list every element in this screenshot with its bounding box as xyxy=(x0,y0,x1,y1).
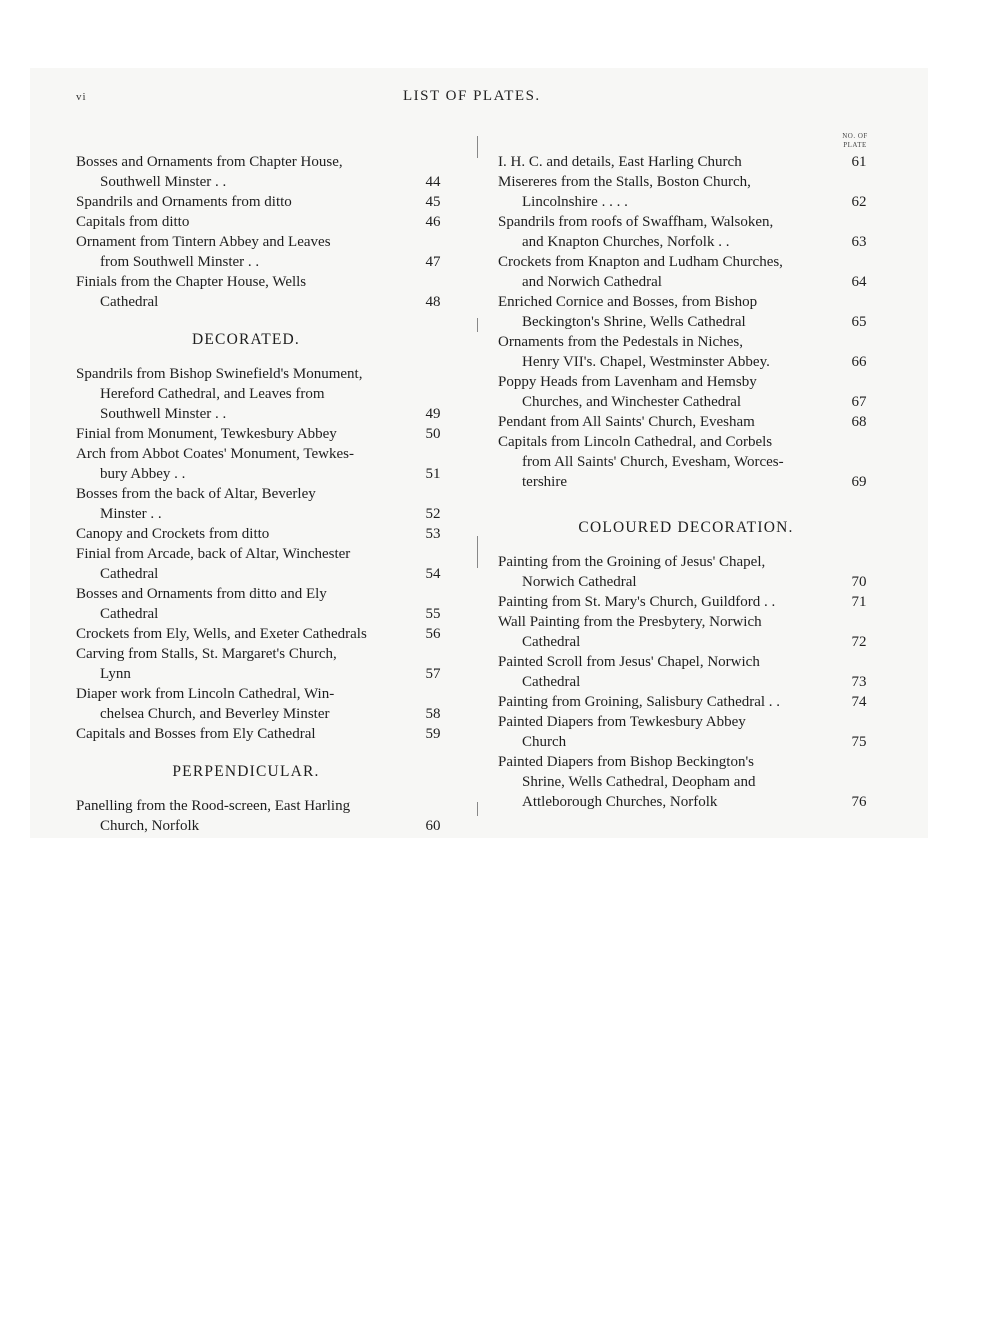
plate-entry-text: Finial from Monument, Tewkesbury Abbey xyxy=(76,426,337,442)
plate-entry-text: Southwell Minster . . xyxy=(100,174,227,190)
plate-entry-text: Bosses and Ornaments from Chapter House, xyxy=(76,154,343,170)
plate-entry xyxy=(76,684,448,724)
plate-number: 69 xyxy=(851,474,867,490)
plate-number: 56 xyxy=(425,626,441,642)
plate-entry xyxy=(76,644,448,684)
plate-entry xyxy=(498,372,874,412)
plate-entry-text: Wall Painting from the Presbytery, Norwich xyxy=(498,614,762,630)
plate-number: 72 xyxy=(851,634,867,650)
plate-entry xyxy=(498,592,874,612)
plate-entry-text: Painting from Groining, Salisbury Cathedral . . xyxy=(498,694,781,710)
plate-entry-text: Cathedral xyxy=(100,606,159,622)
plate-entry xyxy=(76,424,448,444)
plate-number: 67 xyxy=(851,394,867,410)
plate-entry-text: Painting from the Groining of Jesus' Chapel, xyxy=(498,554,766,570)
plate-entry-text: Minster . . xyxy=(100,506,162,522)
plate-entry-text: Spandrils from Bishop Swinefield's Monument, xyxy=(76,366,363,382)
plate-number: 51 xyxy=(425,466,441,482)
column-divider xyxy=(477,802,478,816)
plate-entry xyxy=(498,432,874,492)
plate-entry-text: and Norwich Cathedral xyxy=(522,274,662,290)
plate-number: 50 xyxy=(425,426,441,442)
plate-number: 65 xyxy=(851,314,867,330)
plate-entry xyxy=(498,252,874,292)
plate-number: 60 xyxy=(425,818,441,834)
plate-entry-text: Cathedral xyxy=(100,566,159,582)
plate-entry xyxy=(498,172,874,212)
plate-entry-text: tershire xyxy=(522,474,567,490)
plate-entry-text: from All Saints' Church, Evesham, Worces- xyxy=(522,454,784,470)
plate-entry xyxy=(76,796,448,836)
plate-entry xyxy=(498,152,874,172)
plate-entry-text: Painted Diapers from Tewkesbury Abbey xyxy=(498,714,746,730)
plate-entry-text: Poppy Heads from Lavenham and Hemsby xyxy=(498,374,757,390)
plate-entry-text: Attleborough Churches, Norfolk xyxy=(522,794,718,810)
plate-entry-text: Norwich Cathedral xyxy=(522,574,637,590)
plate-number: 61 xyxy=(851,154,867,170)
section-heading: COLOURED DECORATION. xyxy=(578,519,794,536)
plate-entry xyxy=(76,232,448,272)
plate-entry-text: Henry VII's. Chapel, Westminster Abbey. xyxy=(522,354,770,370)
plate-entry-text: Spandrils and Ornaments from ditto xyxy=(76,194,292,210)
plate-entry xyxy=(498,612,874,652)
plate-number: 66 xyxy=(851,354,867,370)
plate-entry-text: chelsea Church, and Beverley Minster xyxy=(100,706,330,722)
plate-entry xyxy=(76,152,448,192)
plate-entry xyxy=(498,552,874,592)
plate-entry xyxy=(498,652,874,692)
plate-number: 63 xyxy=(851,234,867,250)
plate-number: 55 xyxy=(425,606,441,622)
page-title: LIST OF PLATES. xyxy=(403,88,541,104)
plate-entry xyxy=(76,212,448,232)
plate-number: 75 xyxy=(851,734,867,750)
section-heading: DECORATED. xyxy=(191,331,300,348)
plate-number: 46 xyxy=(425,214,441,230)
right-column xyxy=(498,152,874,812)
plate-entry xyxy=(76,624,448,644)
plate-entry-text: and Knapton Churches, Norfolk . . xyxy=(522,234,730,250)
plate-entry-text: Beckington's Shrine, Wells Cathedral xyxy=(522,314,746,330)
plate-entry-text: Lincolnshire . . . . xyxy=(522,194,628,210)
plate-entry-text: Bosses from the back of Altar, Beverley xyxy=(76,486,316,502)
plate-entry-text: Crockets from Ely, Wells, and Exeter Cathedrals xyxy=(76,626,367,642)
plate-column-heading xyxy=(840,132,870,150)
plate-entry-text: Ornament from Tintern Abbey and Leaves xyxy=(76,234,331,250)
plate-entry-text: Carving from Stalls, St. Margaret's Church, xyxy=(76,646,337,662)
plate-entry-text: Churches, and Winchester Cathedral xyxy=(522,394,742,410)
plate-entry-text: from Southwell Minster . . xyxy=(100,254,260,270)
plate-entry-text: Crockets from Knapton and Ludham Churches, xyxy=(498,254,783,270)
plate-entry-text: Panelling from the Rood-screen, East Harling xyxy=(76,798,351,814)
plate-entry xyxy=(498,692,874,712)
plate-entry-text: Lynn xyxy=(100,666,131,682)
section-heading: PERPENDICULAR. xyxy=(172,763,320,780)
plate-number: 58 xyxy=(425,706,441,722)
plate-entry-text: Capitals from ditto xyxy=(76,214,190,230)
plate-entry xyxy=(76,544,448,584)
plate-entry-text: Misereres from the Stalls, Boston Church, xyxy=(498,174,751,190)
plate-number: 73 xyxy=(851,674,867,690)
plate-number: 57 xyxy=(425,666,441,682)
plate-entry xyxy=(76,444,448,484)
plate-entry-text: Finial from Arcade, back of Altar, Winchester xyxy=(76,546,351,562)
plate-entry xyxy=(76,192,448,212)
plate-entry-text: Painting from St. Mary's Church, Guildford . . xyxy=(498,594,776,610)
plate-entry-text: Finials from the Chapter House, Wells xyxy=(76,274,307,290)
plate-entry xyxy=(498,292,874,332)
plate-entry xyxy=(76,524,448,544)
plate-entry xyxy=(498,332,874,372)
plate-number: 76 xyxy=(851,794,867,810)
plate-entry xyxy=(76,484,448,524)
plate-entry-text: Pendant from All Saints' Church, Evesham xyxy=(498,414,755,430)
plate-entry xyxy=(76,364,448,424)
plate-entry-text: Church, Norfolk xyxy=(100,818,200,834)
plate-number: 71 xyxy=(851,594,867,610)
plate-entry-text: Canopy and Crockets from ditto xyxy=(76,526,270,542)
plate-entry-text: Diaper work from Lincoln Cathedral, Win- xyxy=(76,686,335,702)
plate-entry xyxy=(76,272,448,312)
plate-entry-text: Arch from Abbot Coates' Monument, Tewkes- xyxy=(76,446,354,462)
plate-entry-text: Painted Scroll from Jesus' Chapel, Norwich xyxy=(498,654,760,670)
plate-entry-text: Enriched Cornice and Bosses, from Bishop xyxy=(498,294,758,310)
plate-entry-text: bury Abbey . . xyxy=(100,466,186,482)
left-column xyxy=(76,152,448,836)
plate-entry-text: Bosses and Ornaments from ditto and Ely xyxy=(76,586,327,602)
plate-number: 45 xyxy=(425,194,441,210)
plate-entry-text: I. H. C. and details, East Harling Church xyxy=(498,154,742,170)
plate-number: 64 xyxy=(851,274,867,290)
plate-entry-text: Shrine, Wells Cathedral, Deopham and xyxy=(522,774,756,790)
plate-entry-text: Capitals and Bosses from Ely Cathedral xyxy=(76,726,316,742)
plate-entry-text: Cathedral xyxy=(522,634,581,650)
plate-entry xyxy=(76,724,448,744)
plate-number: 68 xyxy=(851,414,867,430)
plate-number: 53 xyxy=(425,526,441,542)
column-divider xyxy=(477,536,478,568)
plate-number: 52 xyxy=(425,506,441,522)
plate-entry-text: Painted Diapers from Bishop Beckington's xyxy=(498,754,755,770)
plate-number: 59 xyxy=(425,726,441,742)
page-number: vi xyxy=(76,91,87,103)
plate-entry xyxy=(498,212,874,252)
plate-entry-text: Church xyxy=(522,734,567,750)
plate-number: 49 xyxy=(425,406,441,422)
plate-entry-text: Hereford Cathedral, and Leaves from xyxy=(100,386,325,402)
plate-number: 44 xyxy=(425,174,441,190)
plate-column-heading-line: NO. OF xyxy=(842,132,868,140)
plate-entry-text: Ornaments from the Pedestals in Niches, xyxy=(498,334,743,350)
plate-entry xyxy=(498,712,874,752)
plate-number: 47 xyxy=(425,254,441,270)
plate-entry-text: Spandrils from roofs of Swaffham, Walsoken, xyxy=(498,214,774,230)
plate-number: 74 xyxy=(851,694,867,710)
plate-number: 54 xyxy=(425,566,441,582)
plate-entry-text: Cathedral xyxy=(100,294,159,310)
plate-column-heading-line: PLATE xyxy=(843,141,867,149)
plate-entry xyxy=(498,412,874,432)
plate-entry xyxy=(76,584,448,624)
plate-number: 70 xyxy=(851,574,867,590)
plate-entry-text: Cathedral xyxy=(522,674,581,690)
column-divider xyxy=(477,136,478,158)
plate-entry-text: Capitals from Lincoln Cathedral, and Corbels xyxy=(498,434,773,450)
plate-number: 48 xyxy=(425,294,441,310)
plate-number: 62 xyxy=(851,194,867,210)
column-divider xyxy=(477,318,478,332)
plate-entry-text: Southwell Minster . . xyxy=(100,406,227,422)
plate-entry xyxy=(498,752,874,812)
